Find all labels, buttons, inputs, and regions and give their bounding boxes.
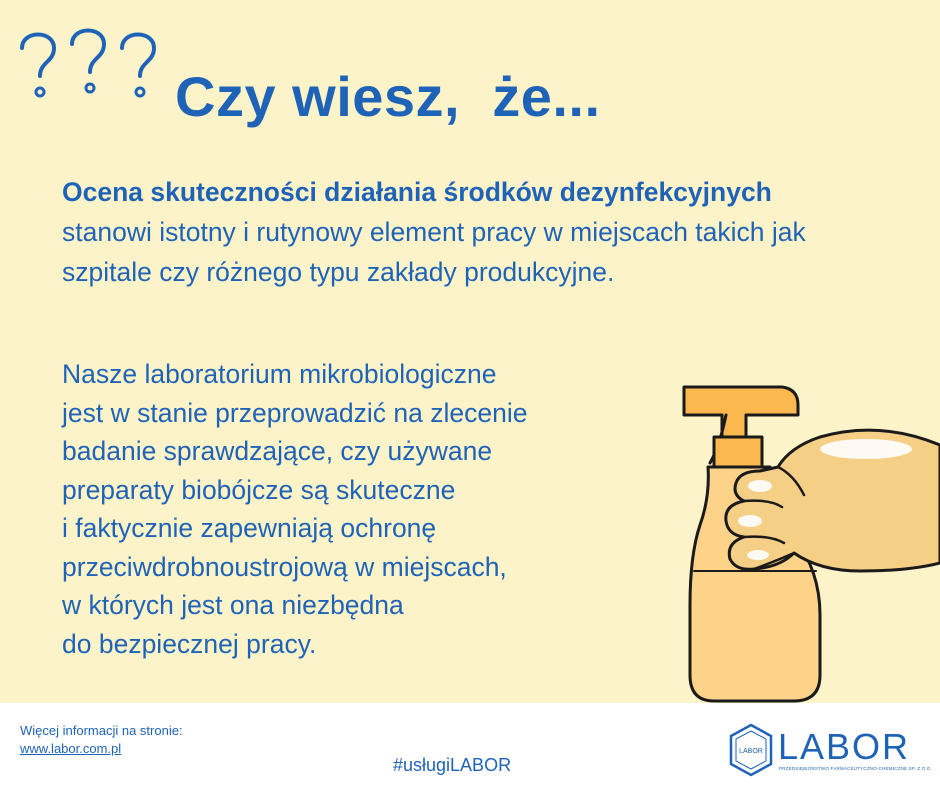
intro-bold-phrase: Ocena skuteczności działania środków dezynfekcyjnych xyxy=(62,177,772,207)
lab-paragraph-line: Nasze laboratorium mikrobiologiczne xyxy=(62,359,497,389)
lab-paragraph-line: badanie sprawdzające, czy używane xyxy=(62,436,493,466)
intro-rest-text: stanowi istotny i rutynowy element pracy w miejscach takich jak szpitale czy różnego typu zakłady produkcyjne. xyxy=(62,217,806,287)
lab-paragraph-line: do bezpiecznej pracy. xyxy=(62,628,317,659)
labor-hexagon-logo-icon xyxy=(726,722,776,778)
logo-subtitle: PRZEDSIĘBIORSTWO FARMACEUTYCZNO-CHEMICZNE SP. Z O.O. xyxy=(779,766,933,771)
labor-logo xyxy=(726,722,933,778)
logo-badge-text: LABOR xyxy=(739,748,763,755)
logo-name: LABOR xyxy=(778,726,911,767)
lab-paragraph-line: w których jest ona niezbędna xyxy=(62,590,404,620)
lab-paragraph-line: preparaty biobójcze są skuteczne xyxy=(62,474,456,505)
page-title: Czy wiesz, że... xyxy=(175,65,601,128)
lab-paragraph-line: i faktycznie zapewniają ochronę xyxy=(62,513,437,543)
intro-paragraph xyxy=(62,172,842,292)
spray-bottle-hand-illustration xyxy=(670,375,940,703)
website-link[interactable]: www.labor.com.pl xyxy=(20,741,122,756)
footer-info-label: Więcej informacji na stronie: xyxy=(20,723,183,738)
lab-paragraph xyxy=(62,355,662,663)
question-marks-icon xyxy=(14,20,174,110)
lab-paragraph-line: jest w stanie przeprowadzić na zlecenie xyxy=(62,397,528,428)
footer-info xyxy=(20,722,183,758)
hashtag: #usługiLABOR xyxy=(393,755,512,775)
lab-paragraph-line: przeciwdrobnoustrojową w miejscach, xyxy=(62,551,507,582)
